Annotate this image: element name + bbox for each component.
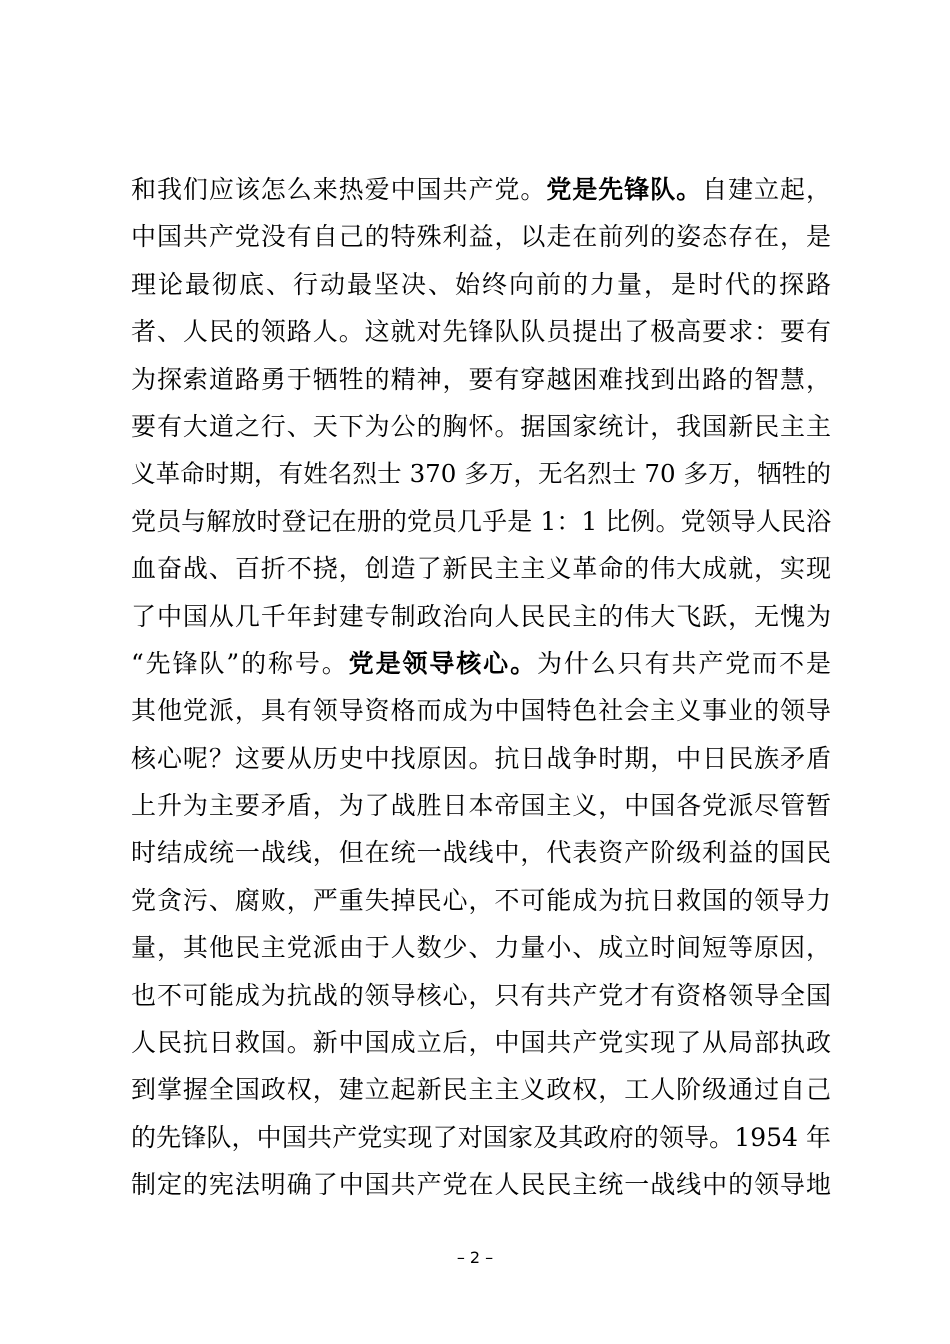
text-segment: 制定的宪法明确了中国共产党在人民民主统一战线中的领导地	[131, 1170, 831, 1200]
text-segment: 了中国从几千年封建专制政治向人民民主的伟大飞跃，无愧为	[131, 601, 831, 631]
text-segment: 也不可能成为抗战的领导核心，只有共产党才有资格领导全国	[131, 980, 831, 1010]
text-line	[131, 687, 831, 734]
text-line	[131, 972, 831, 1019]
text-segment: 党员与解放时登记在册的党员几乎是 1：1 比例。党领导人民浴	[131, 506, 831, 536]
text-line	[131, 1066, 831, 1113]
text-segment: 血奋战、百折不挠，创造了新民主主义革命的伟大成就，实现	[131, 554, 831, 584]
body-text	[131, 166, 831, 1209]
text-segment: 党贪污、腐败，严重失掉民心，不可能成为抗日救国的领导力	[131, 885, 831, 915]
text-line	[131, 782, 831, 829]
text-segment: 为什么只有共产党而不是	[536, 648, 831, 678]
text-segment: 为探索道路勇于牺牲的精神，要有穿越困难找到出路的智慧，	[131, 364, 831, 394]
text-line	[131, 924, 831, 971]
text-segment: 其他党派，具有领导资格而成为中国特色社会主义事业的领导	[131, 696, 831, 726]
text-line	[131, 213, 831, 260]
text-segment: 要有大道之行、天下为公的胸怀。据国家统计，我国新民主主	[131, 411, 831, 441]
text-line	[131, 545, 831, 592]
text-segment: 时结成统一战线，但在统一战线中，代表资产阶级利益的国民	[131, 838, 831, 868]
text-segment: 核心呢？这要从历史中找原因。抗日战争时期，中日民族矛盾	[131, 743, 831, 773]
text-line	[131, 356, 831, 403]
text-line	[131, 261, 831, 308]
text-segment: 到掌握全国政权，建立起新民主主义政权，工人阶级通过自己	[131, 1075, 831, 1105]
text-line	[131, 166, 831, 213]
text-line	[131, 1114, 831, 1161]
text-line	[131, 640, 831, 687]
text-segment: 理论最彻底、行动最坚决、始终向前的力量，是时代的探路	[131, 269, 831, 299]
text-line	[131, 735, 831, 782]
text-line	[131, 450, 831, 497]
text-segment: 人民抗日救国。新中国成立后，中国共产党实现了从局部执政	[131, 1028, 831, 1058]
text-segment: “先锋队”的称号。	[131, 648, 349, 678]
text-line	[131, 877, 831, 924]
text-segment: 者、人民的领路人。这就对先锋队队员提出了极高要求：要有	[131, 317, 831, 347]
text-segment: 上升为主要矛盾，为了战胜日本帝国主义，中国各党派尽管暂	[131, 791, 831, 821]
text-line	[131, 1019, 831, 1066]
text-segment: 义革命时期，有姓名烈士 370 多万，无名烈士 70 多万，牺牲的	[131, 459, 831, 489]
page-number: – 2 –	[456, 1248, 494, 1267]
text-line	[131, 593, 831, 640]
text-segment: 和我们应该怎么来热爱中国共产党。	[131, 175, 547, 204]
bold-heading-phrase: 党是领导核心。	[348, 648, 537, 678]
text-segment: 量，其他民主党派由于人数少、力量小、成立时间短等原因，	[131, 933, 831, 963]
bold-heading-phrase: 党是先锋队。	[546, 175, 703, 204]
text-segment: 的先锋队，中国共产党实现了对国家及其政府的领导。1954 年	[131, 1122, 831, 1152]
text-segment: 自建立起，	[702, 175, 831, 204]
text-line	[131, 829, 831, 876]
text-line	[131, 498, 831, 545]
text-line	[131, 308, 831, 355]
text-segment: 中国共产党没有自己的特殊利益，以走在前列的姿态存在，是	[131, 222, 831, 252]
text-line	[131, 403, 831, 450]
text-line	[131, 1161, 831, 1208]
